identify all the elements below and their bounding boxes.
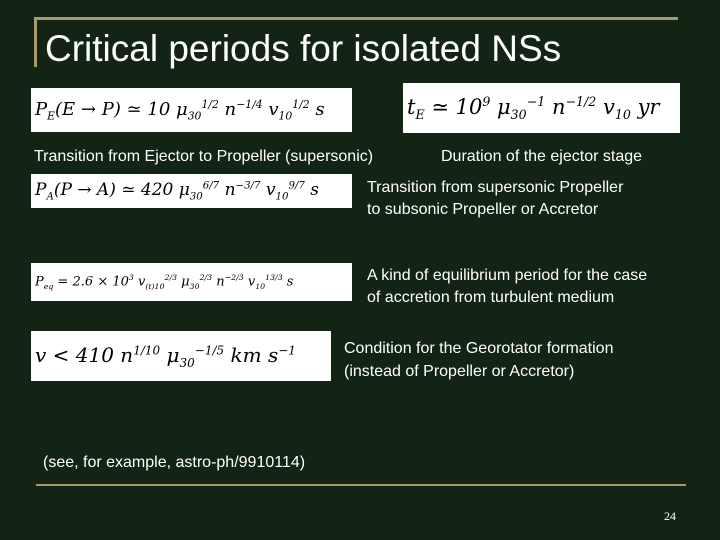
frame-top-rule: [34, 17, 678, 20]
caption-georotator-line2: (instead of Propeller or Accretor): [344, 363, 575, 380]
formula-georotator-condition: v < 410 $n^{1/10}$ $\mu_{30}^{-1/5}$ km $s^{-1}$: [31, 331, 331, 381]
caption-ejector-duration: Duration of the ejector stage: [441, 148, 643, 165]
formula-propeller-accretor-period: $P_A(P \to A)$ ≃ 420 $\mu_{30}^{6/7}$ $n^{-3/7}$ $v_{10}^{9/7}$ s: [31, 174, 352, 208]
slide-title: Critical periods for isolated NSs: [45, 28, 562, 69]
caption-equilibrium-line2: of accretion from turbulent medium: [367, 289, 615, 306]
caption-propeller-accretor-line1: Transition from supersonic Propeller: [367, 179, 624, 196]
frame-bottom-rule: [36, 484, 686, 486]
caption-ejector-propeller: Transition from Ejector to Propeller (supersonic): [34, 148, 374, 165]
formula-ejector-propeller-period: $P_E(E \to P)$ ≃ 10 $\mu_{30}^{1/2}$ $n^{-1/4}$ $v_{10}^{1/2}$ s: [31, 88, 352, 132]
formula-equilibrium-period: $P_{eq} = 2.6 \times 10^3$ $v_{(t)10}^{2/3}$ $\mu_{30}^{2/3}$ $n^{-2/3}$ $v_{10}^{13/3}$ s: [31, 263, 352, 301]
page-number: 24: [664, 509, 676, 523]
frame-left-rule: [34, 17, 37, 67]
reference-note: (see, for example, astro-ph/9910114): [43, 454, 306, 471]
caption-georotator-line1: Condition for the Georotator formation: [344, 340, 614, 357]
formula-ejector-duration: $t_E$ ≃ $10^9$ $\mu_{30}^{-1}$ $n^{-1/2}$ $v_{10}$ yr: [403, 83, 680, 133]
caption-propeller-accretor-line2: to subsonic Propeller or Accretor: [367, 201, 599, 218]
caption-equilibrium-line1: A kind of equilibrium period for the case: [367, 267, 648, 284]
